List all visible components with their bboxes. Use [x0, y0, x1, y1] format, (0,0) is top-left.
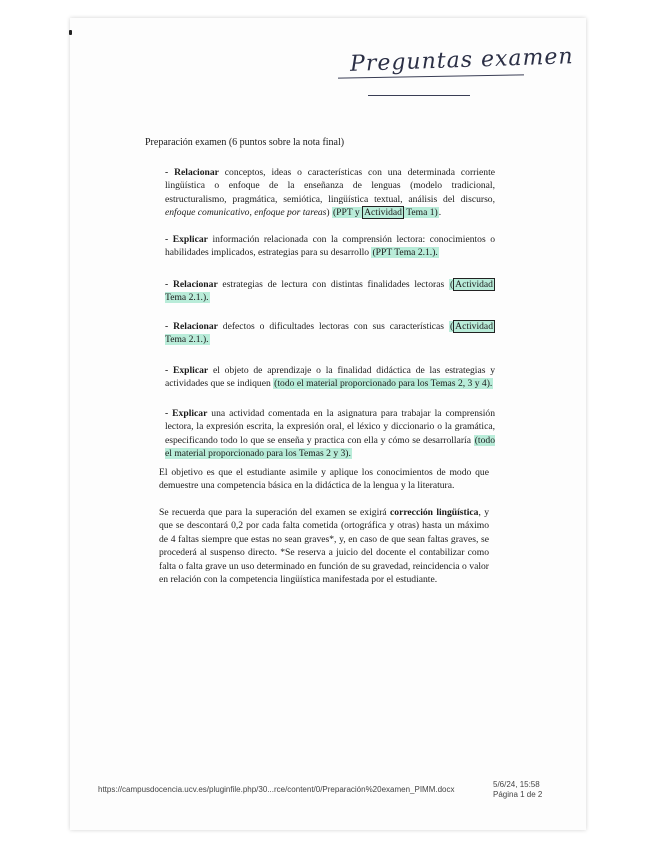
item-verb: Relacionar	[173, 321, 218, 332]
material-reference: ( Actividad Tema 2.1.).	[165, 321, 493, 346]
item-verb: Explicar	[172, 365, 209, 376]
boxed-word: Actividad	[364, 207, 402, 219]
footer-print-info	[493, 780, 542, 800]
boxed-word: Actividad	[455, 321, 493, 332]
item-verb: Relacionar	[172, 279, 218, 290]
bold-term: corrección lingüística	[390, 507, 479, 518]
material-reference: (todo el material proporcionado para los Temas 2, 3 y 4).	[274, 378, 493, 390]
objective-paragraph: El objetivo es que el estudiante asimile y aplique los conocimientos de modo que demuestre una competencia básica en la didáctica de la lengua y la literatura.	[159, 467, 489, 492]
item-verb: Relacionar	[174, 167, 219, 178]
material-reference: ( Actividad Tema 2.1.).	[165, 279, 493, 304]
list-item: - Relacionar defectos o dificultades lectoras con sus características ( Actividad Tema 2.1.).	[165, 321, 493, 346]
boxed-word: Actividad	[455, 279, 493, 290]
list-item: - Relacionar conceptos, ideas o características con una determinada corriente lingüística o enfoque de la enseñanza de lenguas (modelo tradicional, estructuralismo, pragmática, semiótica, lingüística textual, análisis del discurso, enfoque comunicativo, enfoque por tareas) (PPT y Actividad Tema 1).	[165, 167, 495, 219]
document-heading: Preparación examen (6 puntos sobre la nota final)	[145, 137, 345, 148]
footer-date: 5/6/24, 15:58	[493, 780, 540, 789]
item-verb: Explicar	[172, 408, 208, 419]
material-reference: (PPT Tema 2.1.).	[372, 247, 438, 259]
list-item: - Relacionar estrategias de lectura con distintas finalidades lectoras ( Actividad Tema 2.1.).	[165, 279, 493, 304]
footer-page-number: Página 1 de 2	[493, 790, 543, 799]
handwritten-underline-short	[368, 95, 470, 96]
list-item: - Explicar el objeto de aprendizaje o la finalidad didáctica de las estrategias y actividades que se indiquen (todo el material proporcionado para los Temas 2, 3 y 4).	[165, 365, 495, 390]
ink-mark	[69, 30, 72, 35]
material-reference: (PPT y Actividad Tema 1)	[332, 207, 438, 219]
item-verb: Explicar	[172, 234, 208, 245]
footer-url: https://campusdocencia.ucv.es/pluginfile.php/30...rce/content/0/Preparación%20examen_PIMM.docx	[98, 785, 455, 794]
list-item: - Explicar una actividad comentada en la asignatura para trabajar la comprensión lectora, la expresión escrita, la expresión oral, el léxico y diccionario o la gramática, especificando todo lo que se enseña y practica con ella y cómo se desarrollaría (todo el material proporcionado para los Temas 2 y 3).	[165, 408, 496, 460]
list-item: - Explicar información relacionada con la comprensión lectora: conocimientos o habilidades implicados, estrategias para su desarrollo (PPT Tema 2.1.).	[165, 234, 496, 259]
correction-paragraph: Se recuerda que para la superación del examen se exigirá corrección lingüística, y que se descontará 0,2 por cada falta cometida (ortográfica y otras) hasta un máximo de 4 faltas siempre que estas no sean graves*, y, en caso de que sean faltas graves, se procederá al suspenso directo. *Se reserva a juicio del docente el contabilizar como falta o falta grave un uso determinado en función de su gravedad, reincidencia o valor en relación con la competencia lingüística manifestada por el estudiante.	[159, 507, 490, 586]
handwritten-title: Preguntas examen	[349, 44, 574, 77]
material-reference: (todo el material proporcionado para los Temas 2 y 3).	[165, 434, 495, 460]
